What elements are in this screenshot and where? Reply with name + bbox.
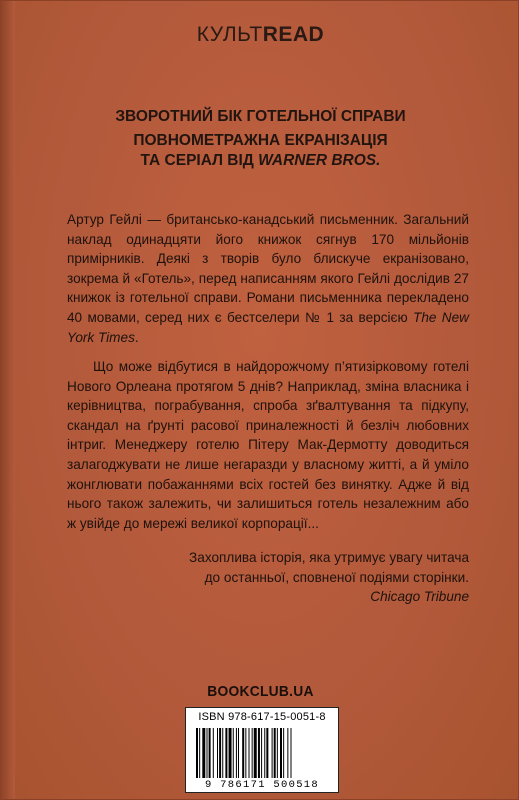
about-author-newspaper: The New York Times — [67, 309, 469, 345]
barcode-bar — [283, 728, 284, 778]
barcode-bar — [258, 728, 260, 778]
barcode-bar — [242, 728, 244, 778]
barcode-bar — [219, 728, 221, 778]
quote-line1: Захоплива історія, яка утримує увагу читача — [189, 550, 469, 565]
barcode-bar — [222, 728, 223, 778]
barcode-bar — [207, 728, 208, 778]
barcode-bar — [196, 728, 198, 778]
synopsis-text: Що може відбутися в найдорожчому п’ятизірковому готелі Нового Орлеана протягом 5 днів? Наприклад, зміна власника і керівництва, пограбування, спроба зґвалтування та підкупу, скандал на ґрунті расової приналежності й безліч любовних інтриг. Менеджеру готелю Пітеру Мак-Дермотту доводиться залагоджувати не лише негаразди у власному житті, а й уміло жонглювати побажаннями всіх гостей без винятку. Адже й від нього також залежить, чи залишиться готель незалежним або ж увійде до мережі великої корпорації... — [67, 359, 469, 531]
barcode-bar — [266, 728, 268, 778]
quote-line2: до останньої, сповненої подіями сторінки. — [204, 569, 469, 585]
barcode-bar — [202, 728, 205, 778]
barcode-bar — [264, 728, 265, 778]
headline-line3 — [1, 151, 519, 171]
headline-line1: ЗВОРОТНИЙ БІК ГОТЕЛЬНОЇ СПРАВИ — [115, 108, 406, 125]
barcode-bar — [213, 728, 214, 778]
barcode-bar — [199, 728, 200, 778]
series-logo — [1, 23, 519, 47]
barcode-bar — [280, 728, 282, 778]
barcode-bar — [209, 728, 211, 778]
barcode-bar — [252, 728, 253, 778]
barcode-digits: 9 786171 500518 — [204, 779, 319, 791]
barcode-bar — [287, 728, 288, 778]
headline-line2: ПОВНОМЕТРАЖНА ЕКРАНІЗАЦІЯ — [133, 132, 388, 149]
headline-line3-prefix: ТА СЕРІАЛ ВІД — [140, 152, 259, 169]
quote-source: Chicago Tribune — [370, 589, 469, 605]
series-prefix: КУЛЬТ — [196, 23, 263, 46]
barcode-bar — [272, 728, 273, 778]
synopsis-paragraph — [67, 357, 469, 533]
barcode-bar — [249, 728, 250, 778]
barcode-bar — [261, 728, 262, 778]
barcode-bar — [236, 728, 237, 778]
headline-line3-studio: WARNER BROS. — [258, 152, 381, 169]
about-author-end: . — [134, 329, 139, 345]
barcode-bar — [233, 728, 234, 778]
barcode-bar — [225, 728, 227, 778]
barcode-bar — [254, 728, 257, 778]
barcode-bar — [277, 728, 278, 778]
review-quote — [67, 548, 469, 607]
barcode-bar — [217, 728, 218, 778]
about-author-paragraph — [67, 210, 469, 347]
series-suffix: READ — [262, 23, 325, 46]
isbn-label: ISBN 978-617-15-0051-8 — [198, 711, 326, 723]
publisher-website: BOOKCLUB.UA — [207, 683, 314, 700]
barcode-bar — [238, 728, 239, 778]
about-author-text: Артур Гейлі — британсько-канадський письменник. Загальний наклад одинадцяти його книжок сягнув 170 мільйонів примірників. Деякі з творів було блискуче екранізовано, зокрема й «Готель», перед написанням якого Гейлі дослідив 27 книжок із готельної справи. Романи письменника перекладено 40 мовами, серед них є бестселери № 1 за версією — [67, 212, 469, 325]
barcode-panel — [185, 707, 339, 793]
headline-block — [1, 131, 519, 171]
barcode-bar — [229, 728, 232, 778]
barcode-bar — [291, 728, 292, 778]
barcode-icon — [196, 728, 328, 778]
barcode-bar — [245, 728, 246, 778]
barcode-bar — [274, 728, 276, 778]
